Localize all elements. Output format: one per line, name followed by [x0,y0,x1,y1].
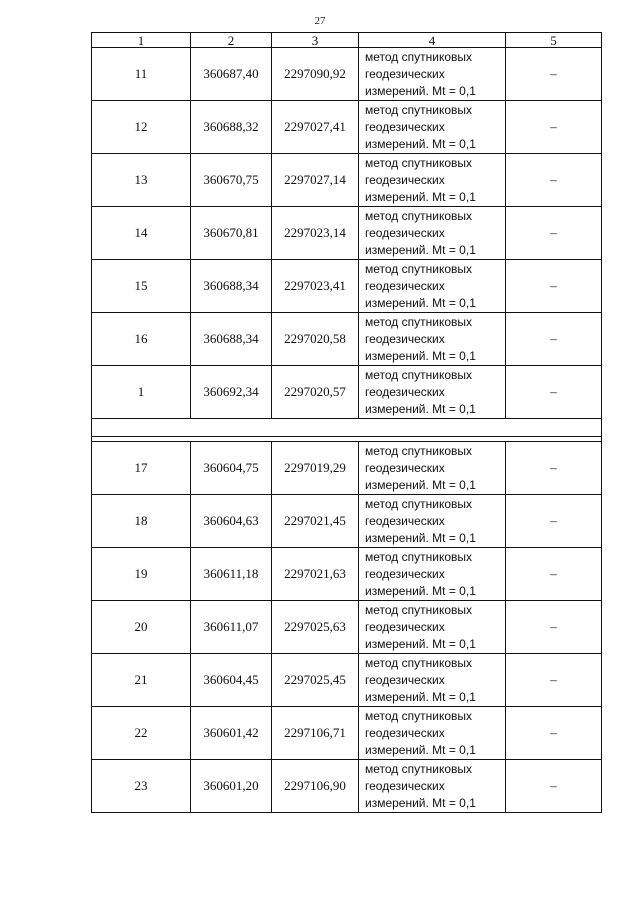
note-cell [506,207,602,260]
method-text-line: метод спутниковых [365,49,473,64]
x-coordinate-cell: 360604,45 [191,654,272,707]
table-body [92,48,602,813]
separator-row [92,419,602,437]
point-number-cell: 12 [92,101,191,154]
method-text-line: геодезических [365,119,445,134]
table-row [92,442,602,495]
point-number-cell: 17 [92,442,191,495]
coordinates-table [91,32,602,813]
method-text-line: метод спутниковых [365,655,473,670]
table-row [92,207,602,260]
dash-mark: – [550,331,557,346]
x-coordinate-cell: 360670,81 [191,207,272,260]
y-coordinate-cell: 2297021,45 [272,495,359,548]
method-text-line: метод спутниковых [365,761,473,776]
method-text-line: измерений. Mt = 0,1 [365,742,476,757]
method-text-line: измерений. Mt = 0,1 [365,477,476,492]
y-coordinate-cell: 2297023,41 [272,260,359,313]
x-coordinate-cell: 360601,42 [191,707,272,760]
dash-mark: – [550,672,557,687]
method-text-line: метод спутниковых [365,314,473,329]
dash-mark: – [550,566,557,581]
point-number-cell: 18 [92,495,191,548]
x-coordinate-cell: 360611,18 [191,548,272,601]
method-cell [359,207,506,260]
method-text-line: измерений. Mt = 0,1 [365,583,476,598]
note-cell [506,760,602,813]
y-coordinate-cell: 2297025,45 [272,654,359,707]
point-number-cell: 23 [92,760,191,813]
method-text-line: метод спутниковых [365,549,473,564]
table-row [92,260,602,313]
note-cell [506,101,602,154]
table-row [92,101,602,154]
note-cell [506,654,602,707]
method-cell [359,101,506,154]
method-text-line: измерений. Mt = 0,1 [365,83,476,98]
dash-mark: – [550,172,557,187]
x-coordinate-cell: 360604,63 [191,495,272,548]
method-text-line: измерений. Mt = 0,1 [365,242,476,257]
column-header-2: 2 [191,33,272,48]
point-number-cell: 16 [92,313,191,366]
table-header-row [92,33,602,48]
x-coordinate-cell: 360688,34 [191,260,272,313]
x-coordinate-cell: 360687,40 [191,48,272,101]
method-text-line: геодезических [365,278,445,293]
method-text-line: метод спутниковых [365,367,473,382]
point-number-cell: 20 [92,601,191,654]
note-cell [506,548,602,601]
method-text-line: измерений. Mt = 0,1 [365,636,476,651]
y-coordinate-cell: 2297106,71 [272,707,359,760]
point-number-cell: 13 [92,154,191,207]
dash-mark: – [550,725,557,740]
method-text-line: измерений. Mt = 0,1 [365,295,476,310]
column-header-3: 3 [272,33,359,48]
x-coordinate-cell: 360692,34 [191,366,272,419]
method-cell [359,548,506,601]
method-text-line: измерений. Mt = 0,1 [365,348,476,363]
table-row [92,313,602,366]
point-number-cell: 14 [92,207,191,260]
method-text-line: геодезических [365,513,445,528]
method-text-line: метод спутниковых [365,155,473,170]
y-coordinate-cell: 2297020,57 [272,366,359,419]
dash-mark: – [550,225,557,240]
method-text-line: измерений. Mt = 0,1 [365,401,476,416]
note-cell [506,154,602,207]
method-cell [359,260,506,313]
method-text-line: геодезических [365,619,445,634]
table-row [92,495,602,548]
method-text-line: метод спутниковых [365,261,473,276]
note-cell [506,48,602,101]
page-number: 27 [314,15,326,27]
y-coordinate-cell: 2297023,14 [272,207,359,260]
table-row [92,548,602,601]
method-text-line: геодезических [365,725,445,740]
dash-mark: – [550,460,557,475]
y-coordinate-cell: 2297021,63 [272,548,359,601]
method-cell [359,495,506,548]
column-header-4: 4 [359,33,506,48]
x-coordinate-cell: 360688,32 [191,101,272,154]
method-text-line: измерений. Mt = 0,1 [365,530,476,545]
method-text-line: геодезических [365,778,445,793]
method-text-line: измерений. Mt = 0,1 [365,136,476,151]
x-coordinate-cell: 360604,75 [191,442,272,495]
method-text-line: метод спутниковых [365,102,473,117]
method-text-line: метод спутниковых [365,443,473,458]
x-coordinate-cell: 360670,75 [191,154,272,207]
method-cell [359,760,506,813]
method-cell [359,48,506,101]
separator-cell [92,419,602,437]
x-coordinate-cell: 360601,20 [191,760,272,813]
point-number-cell: 21 [92,654,191,707]
method-cell [359,707,506,760]
column-header-1: 1 [92,33,191,48]
table-row [92,707,602,760]
method-text-line: геодезических [365,66,445,81]
method-text-line: измерений. Mt = 0,1 [365,795,476,810]
dash-mark: – [550,66,557,81]
y-coordinate-cell: 2297020,58 [272,313,359,366]
point-number-cell: 22 [92,707,191,760]
note-cell [506,366,602,419]
method-cell [359,442,506,495]
note-cell [506,601,602,654]
note-cell [506,313,602,366]
note-cell [506,442,602,495]
method-text-line: геодезических [365,384,445,399]
dash-mark: – [550,778,557,793]
x-coordinate-cell: 360688,34 [191,313,272,366]
method-text-line: геодезических [365,672,445,687]
dash-mark: – [550,119,557,134]
y-coordinate-cell: 2297106,90 [272,760,359,813]
table-row [92,601,602,654]
method-text-line: метод спутниковых [365,208,473,223]
table-row [92,654,602,707]
table-row [92,154,602,207]
dash-mark: – [550,278,557,293]
note-cell [506,707,602,760]
method-text-line: измерений. Mt = 0,1 [365,189,476,204]
method-text-line: метод спутниковых [365,708,473,723]
point-number-cell: 15 [92,260,191,313]
x-coordinate-cell: 360611,07 [191,601,272,654]
dash-mark: – [550,384,557,399]
method-text-line: геодезических [365,566,445,581]
table-row [92,48,602,101]
method-text-line: геодезических [365,460,445,475]
y-coordinate-cell: 2297027,41 [272,101,359,154]
note-cell [506,260,602,313]
method-cell [359,154,506,207]
method-text-line: геодезических [365,172,445,187]
method-text-line: геодезических [365,225,445,240]
point-number-cell: 11 [92,48,191,101]
column-header-5: 5 [506,33,602,48]
y-coordinate-cell: 2297027,14 [272,154,359,207]
point-number-cell: 1 [92,366,191,419]
method-cell [359,313,506,366]
point-number-cell: 19 [92,548,191,601]
dash-mark: – [550,513,557,528]
method-text-line: измерений. Mt = 0,1 [365,689,476,704]
y-coordinate-cell: 2297025,63 [272,601,359,654]
method-cell [359,601,506,654]
dash-mark: – [550,619,557,634]
method-text-line: геодезических [365,331,445,346]
note-cell [506,495,602,548]
y-coordinate-cell: 2297019,29 [272,442,359,495]
table-row [92,760,602,813]
method-cell [359,654,506,707]
method-text-line: метод спутниковых [365,496,473,511]
y-coordinate-cell: 2297090,92 [272,48,359,101]
table-row [92,366,602,419]
method-cell [359,366,506,419]
method-text-line: метод спутниковых [365,602,473,617]
